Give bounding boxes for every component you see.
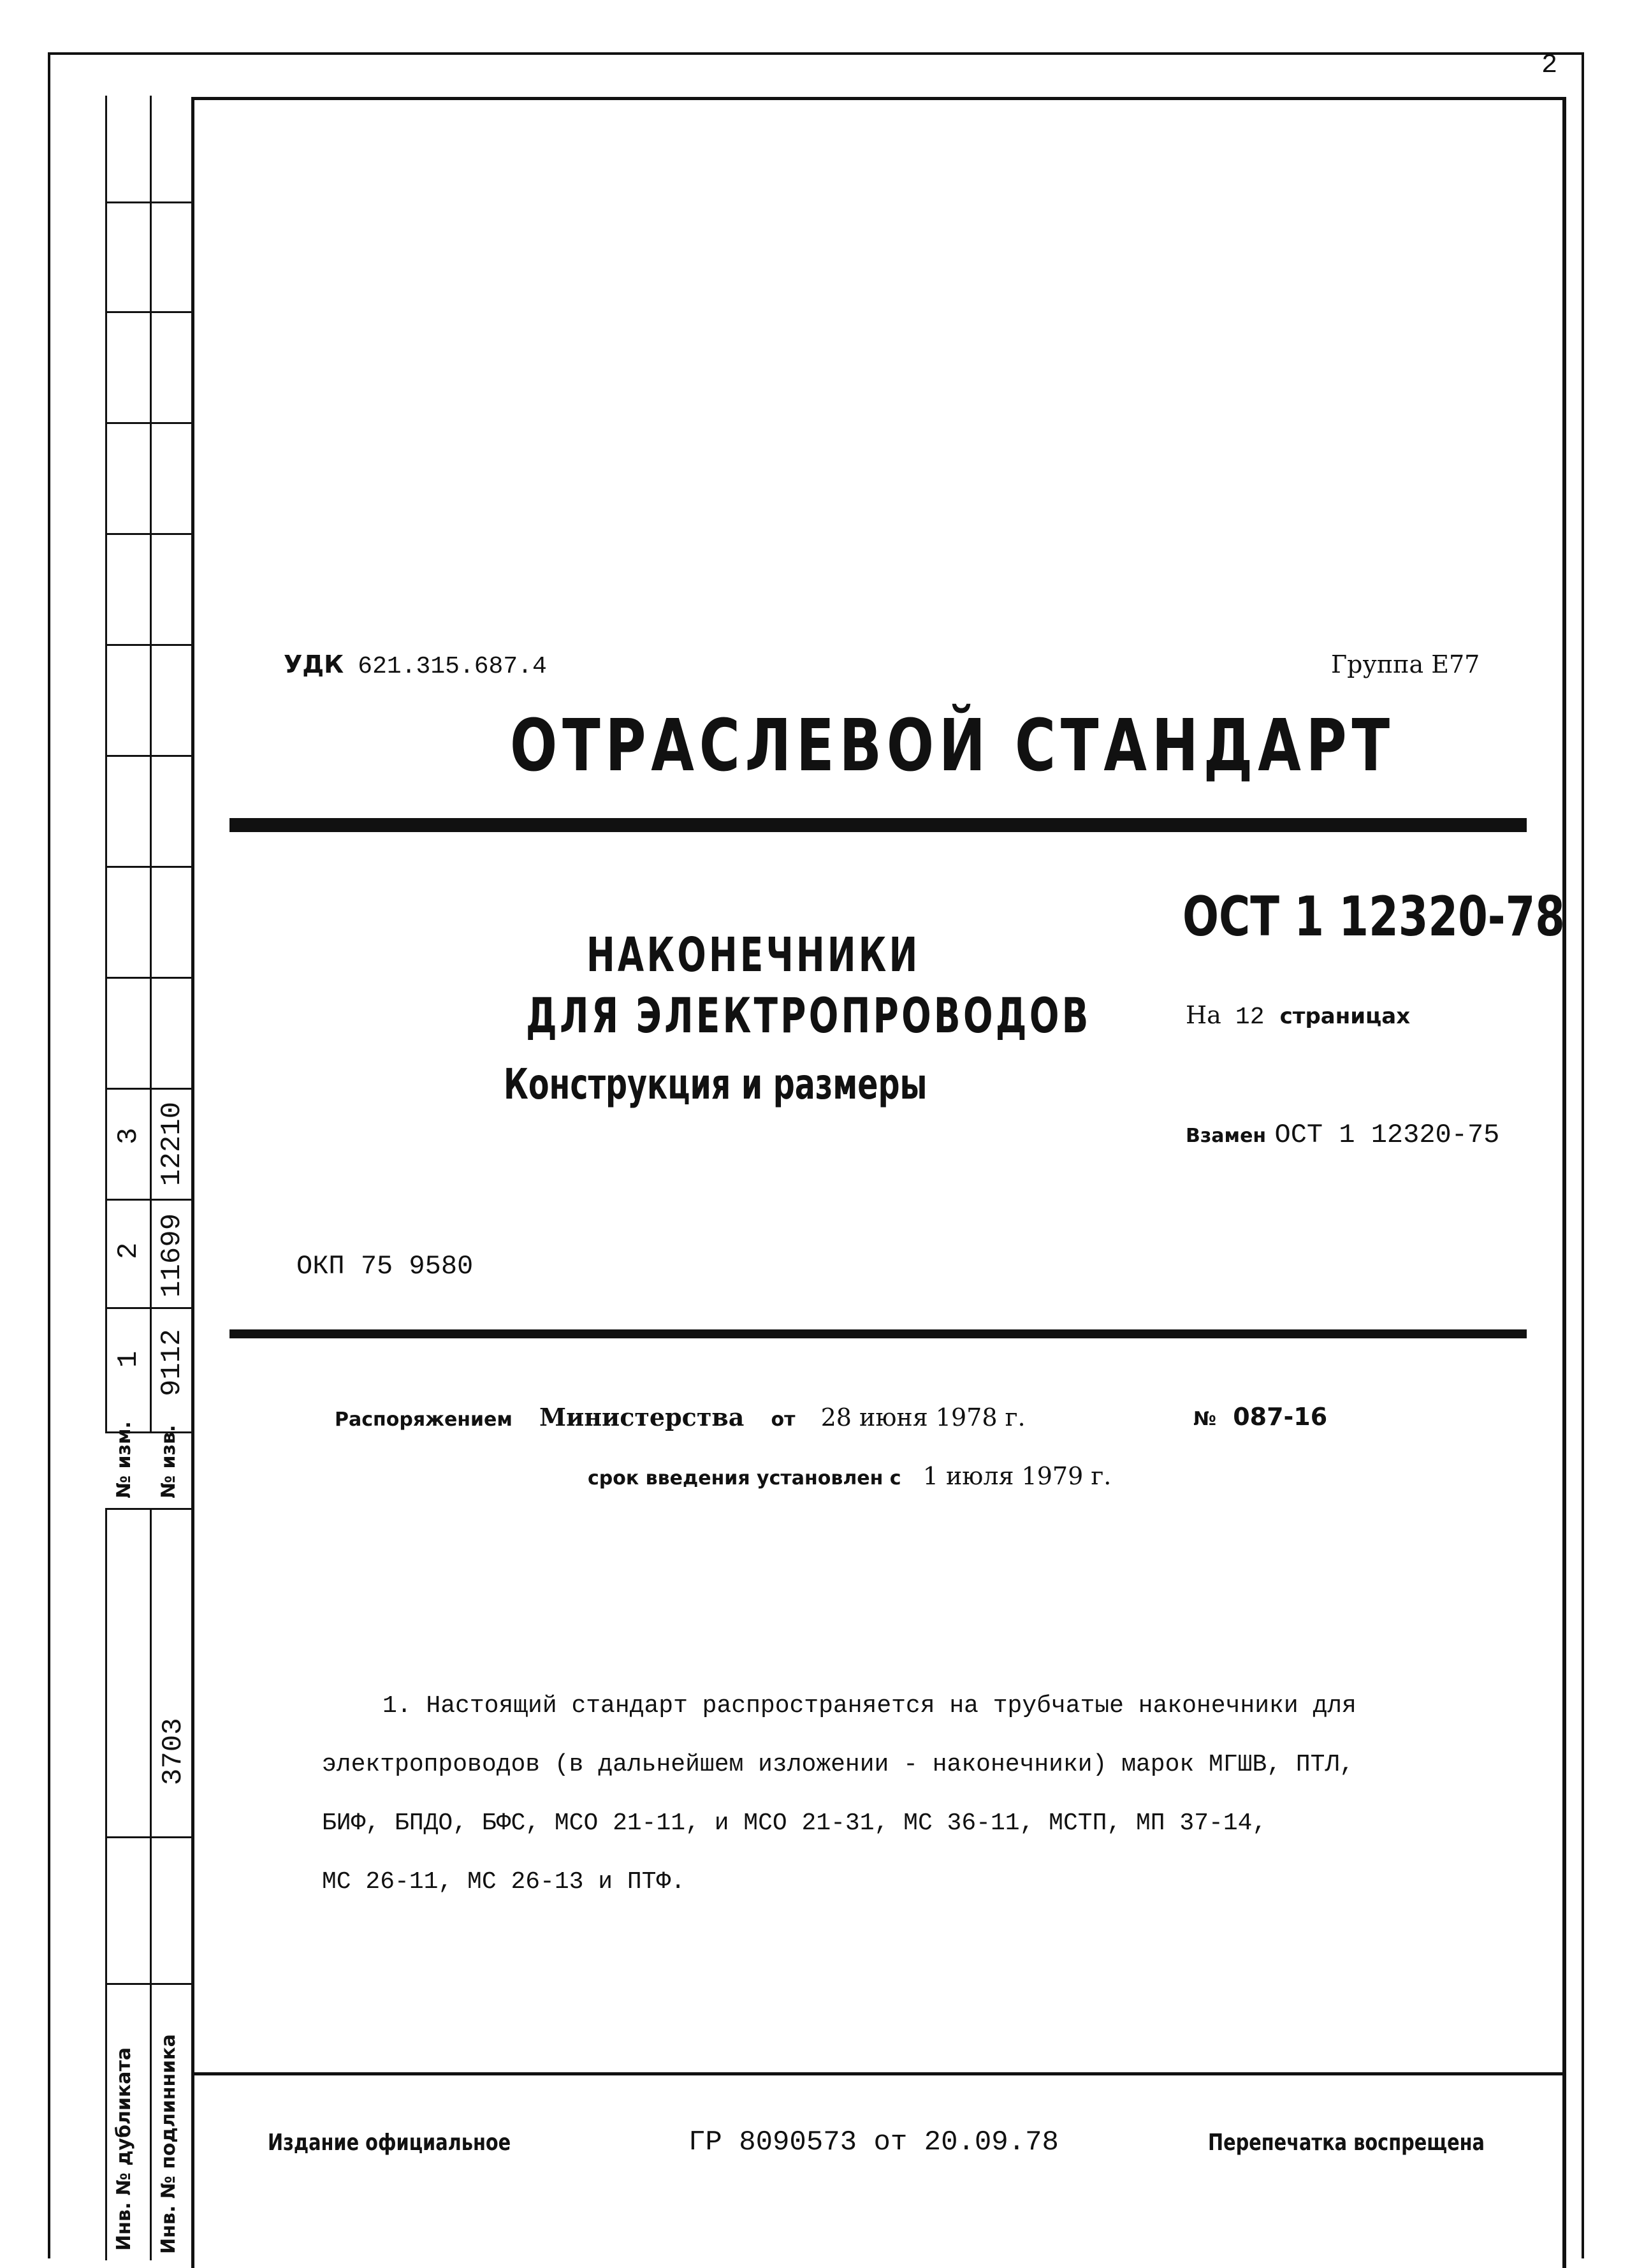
strip-line: [105, 977, 191, 979]
side-stamp: [105, 96, 194, 2260]
notice-number-11699: 11699: [156, 1213, 188, 1298]
title-line-2: ДЛЯ ЭЛЕКТРОПРОВОДОВ: [526, 987, 1091, 1044]
order-number-label: №: [1193, 1408, 1217, 1430]
label-notice-no: № изв.: [157, 1424, 180, 1498]
paragraph-1-line-2: электропроводов (в дальнейшем изложении - наконечники) марок МГШВ, ПТЛ,: [322, 1751, 1355, 1778]
order-from: от: [771, 1408, 796, 1431]
strip-line: [105, 311, 191, 313]
subtitle: Конструкция и размеры: [504, 1060, 928, 1109]
change-number-3: 3: [113, 1127, 145, 1145]
page-count-suffix: страницах: [1279, 1004, 1411, 1029]
strip-mid-border-lower: [150, 1508, 152, 2260]
title-line-1: НАКОНЕЧНИКИ: [586, 928, 920, 983]
effective-label: срок введения установлен с: [588, 1467, 901, 1489]
order-line: [335, 1403, 1026, 1431]
header-thick-rule: [229, 818, 1527, 832]
strip-line: [105, 1836, 191, 1838]
strip-left-border: [105, 96, 107, 1431]
footer-divider: [191, 2072, 1566, 2075]
strip-line: [105, 1199, 191, 1201]
order-label-2: Министерства: [539, 1403, 745, 1431]
paragraph-1-line-3: БИФ, БПДО, БФС, МСО 21-11, и МСО 21-31, МС 36-11, МСТП, МП 37-14,: [322, 1810, 1267, 1837]
strip-line: [105, 533, 191, 535]
notice-number-9112: 9112: [156, 1329, 188, 1396]
group-label: Группа Е77: [1331, 650, 1480, 678]
strip-line: [105, 201, 191, 203]
label-change-no: № изм.: [113, 1421, 135, 1498]
page-count: [1186, 1001, 1410, 1031]
order-date: 28 июня 1978 г.: [820, 1403, 1026, 1431]
strip-line: [105, 644, 191, 646]
effective-line: [588, 1462, 1111, 1490]
page-count-prefix: На: [1186, 1001, 1221, 1029]
page-number: 2: [1541, 50, 1558, 80]
okp-code: ОКП 75 9580: [296, 1251, 474, 1282]
strip-left-border-lower: [105, 1508, 107, 2260]
strip-line: [105, 1307, 191, 1309]
udk-label: УДК: [284, 650, 344, 678]
notice-number-12210: 12210: [156, 1101, 188, 1186]
strip-line: [105, 866, 191, 868]
strip-line: [105, 755, 191, 757]
strip-mid-border: [150, 96, 152, 1431]
udk-value: 621.315.687.4: [358, 653, 547, 680]
effective-date: 1 июля 1979 г.: [922, 1462, 1112, 1490]
change-number-2: 2: [113, 1242, 145, 1259]
paragraph-1-line-1: 1. Настоящий стандарт распространяется на трубчатые наконечники для: [382, 1692, 1357, 1720]
replaces-label: Взамен: [1186, 1125, 1267, 1147]
header-title: ОТРАСЛЕВОЙ СТАНДАРТ: [510, 705, 1395, 787]
footer-reprint-prohibited: Перепечатка воспрещена: [1208, 2130, 1485, 2156]
paragraph-1: [322, 1677, 1357, 1912]
label-original-inv: Инв. № подлинника: [157, 2034, 180, 2254]
strip-line: [105, 1983, 191, 1985]
okp-thick-rule: [229, 1329, 1527, 1338]
strip-line: [105, 422, 191, 424]
order-number-value: 087-16: [1233, 1403, 1328, 1431]
order-number: [1193, 1403, 1327, 1431]
replaces: [1186, 1117, 1499, 1150]
order-label-1: Распоряжением: [335, 1408, 513, 1431]
page-count-value: 12: [1235, 1004, 1265, 1031]
replaces-value: ОСТ 1 12320-75: [1274, 1120, 1500, 1150]
label-duplicate-inv: Инв. № дубликата: [113, 2047, 135, 2251]
udk-line: [284, 650, 547, 680]
paragraph-1-line-4: МС 26-11, МС 26-13 и ПТФ.: [322, 1868, 686, 1896]
footer-official-edition: Издание официальное: [268, 2130, 511, 2156]
change-number-1: 1: [113, 1350, 145, 1368]
footer-registration: ГР 8090573 от 20.09.78: [688, 2126, 1059, 2158]
strip-line: [105, 1088, 191, 1090]
duplicate-number: 3703: [157, 1718, 189, 1785]
document-number: ОСТ 1 12320-78: [1182, 885, 1565, 949]
strip-line: [105, 1508, 191, 1510]
inner-frame: [191, 97, 1566, 2268]
